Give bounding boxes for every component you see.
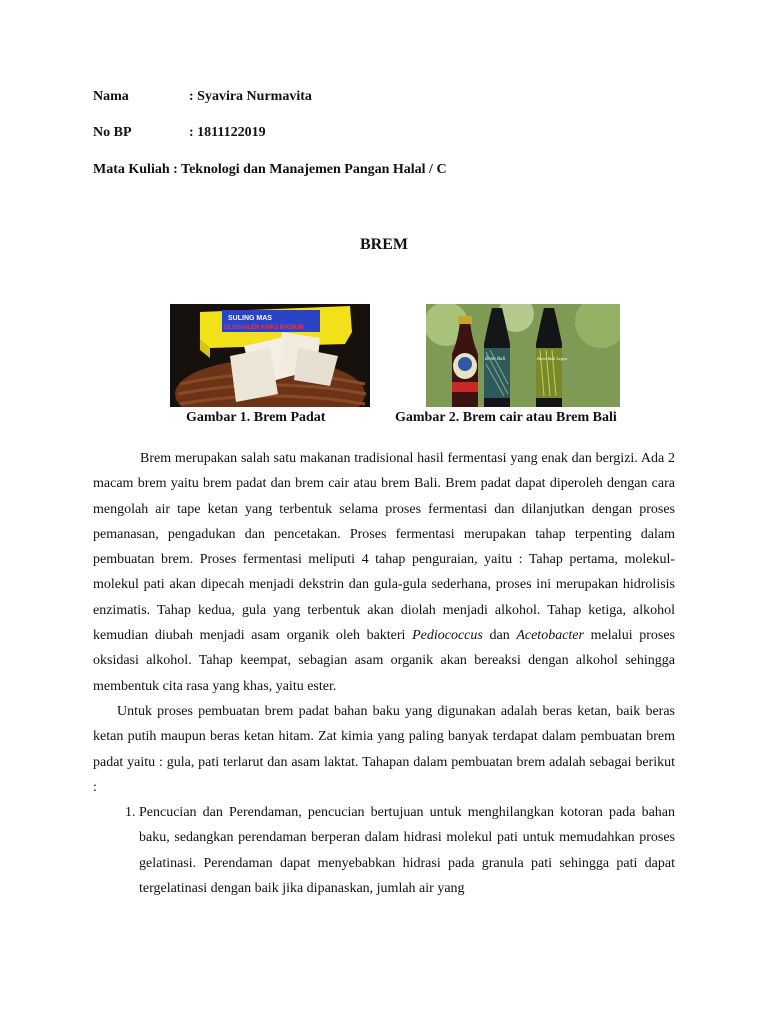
document-title: BREM xyxy=(360,236,408,253)
body-text xyxy=(93,446,675,901)
figure2-caption: Gambar 2. Brem cair atau Brem Bali xyxy=(395,410,617,425)
student-id-label: No BP xyxy=(93,125,132,140)
italic-acetobacter: Acetobacter xyxy=(516,628,584,644)
package-sub-text: OLEH-OLEH KHAS MADIUN xyxy=(224,325,304,331)
list-item: 1. Pencucian dan Perendaman, pencucian bertujuan untuk menghilangkan kotoran pada bahan baku, sedangkan perendaman berperan dalam hidrasi molekul pati untuk memudahkan proses gelatinasi. Perendaman dapat menyebabkan hidrasi pada granula pati sehingga pati dapat tergelatinasi dengan baik jika dipanaskan, jumlah air yang xyxy=(139,800,675,901)
paragraph-2: Untuk proses pembuatan brem padat bahan baku yang digunakan adalah beras ketan, baik beras ketan putih maupun beras ketan hitam. Zat kimia yang paling banyak terdapat dalam pembuatan brem padat yaitu : gula, pati terlarut dan asam laktat. Tahapan dalam pembuatan brem adalah sebagai berikut : xyxy=(93,703,675,795)
course-row xyxy=(93,162,447,178)
paragraph-1: Brem merupakan salah satu makanan tradisional hasil fermentasi yang enak dan bergizi. Ada 2 macam brem yaitu brem padat dan brem cair atau brem Bali. Brem padat dapat diperoleh dengan cara mengolah air tape ketan yang terbentuk selama proses fermentasi dan dilanjutkan dengan proses pemanasan, pengadukan dan pencetakan. Proses fermentasi merupakan tahap terpenting dalam pembuatan brem. Proses fermentasi meliputi 4 tahap penguraian, yaitu : Tahap pertama, molekul-molekul pati akan dipecah menjadi dekstrin dan gula-gula sederhana, proses ini merupakan hidrolisis enzimatis. Tahap kedua, gula yang terbentuk akan diolah menjadi alkohol. Tahap ketiga, alkohol kemudian diubah menjadi asam organik oleh bakteri Pediococcus dan Acetobacter melalui proses oksidasi alkohol. Tahap keempat, sebagian asam organik akan bereaksi dengan alkohol sehingga membentuk cita rasa yang khas, yaitu ester. xyxy=(93,451,675,694)
package-brand-text: SULING MAS xyxy=(228,315,272,322)
name-value: : Syavira Nurmavita xyxy=(189,89,312,104)
name-label: Nama xyxy=(93,89,129,104)
course-label: Mata Kuliah xyxy=(93,162,170,177)
student-id-row xyxy=(93,125,266,141)
figure1-caption: Gambar 1. Brem Padat xyxy=(186,410,326,425)
student-id-value: : 1811122019 xyxy=(189,125,266,140)
bottle1-label-text: Brem Bali xyxy=(485,357,506,362)
italic-pediococcus: Pediococcus xyxy=(412,628,483,644)
steps-list xyxy=(93,800,675,901)
bottle2-label-text: Brem Bali Legen xyxy=(537,356,568,361)
figure-brem-cair xyxy=(426,304,620,407)
name-row xyxy=(93,89,312,105)
course-value: : Teknologi dan Manajemen Pangan Halal / C xyxy=(173,162,447,177)
figure-brem-padat xyxy=(170,304,370,407)
